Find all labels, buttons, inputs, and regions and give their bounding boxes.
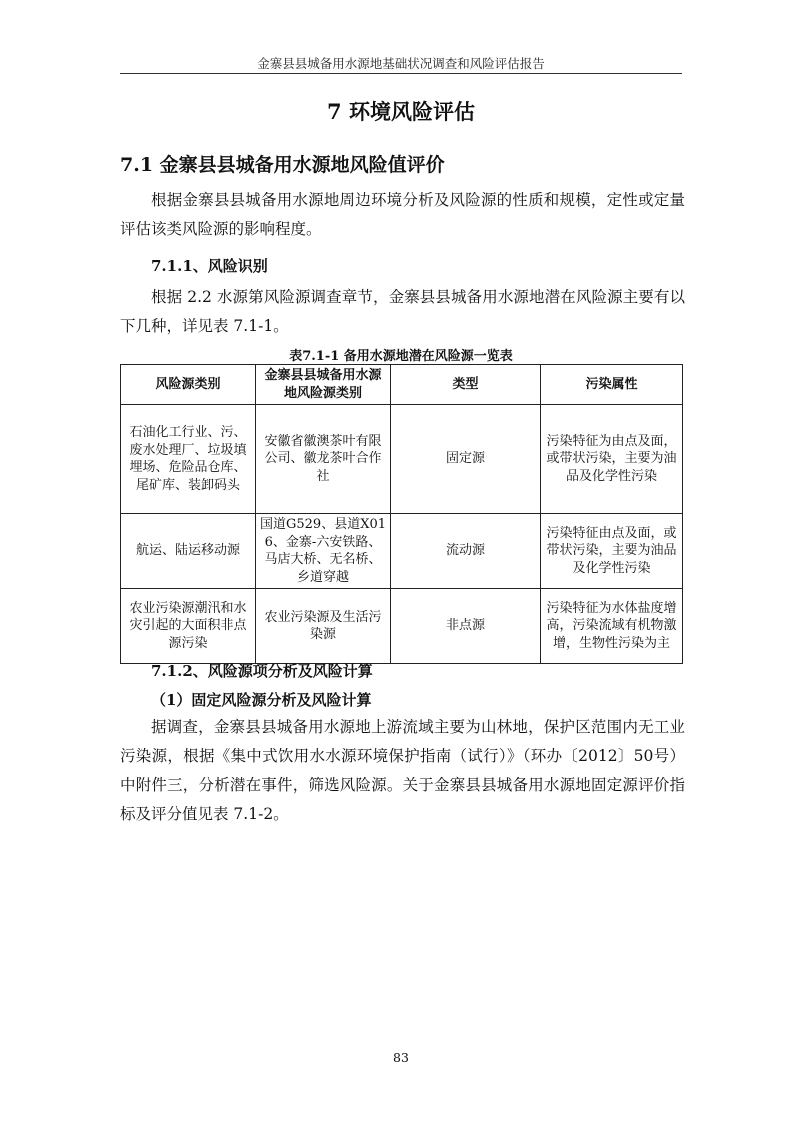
header-cell: 类型 (391, 365, 541, 405)
table-cell: 非点源 (391, 589, 541, 664)
header-cell: 金寨县县城备用水源地风险源类别 (256, 365, 391, 405)
subsection-title-fixed-source: （1）固定风险源分析及风险计算 (151, 691, 372, 709)
table-cell: 固定源 (391, 405, 541, 514)
table-row (121, 514, 683, 589)
table-cell: 污染特征由点及面，或带状污染，主要为油品及化学性污染 (541, 514, 683, 589)
chapter-title: 7 环境风险评估 (327, 99, 475, 124)
table-caption: 表7.1-1 备用水源地潜在风险源一览表 (289, 349, 513, 364)
intro-paragraph: 根据金寨县县城备用水源地周边环境分析及风险源的性质和规模，定性或定量评估该类风险源的影响程度。 (120, 191, 685, 238)
subsection-title-risk-identification: 7.1.1、风险识别 (151, 257, 268, 275)
table-cell: 流动源 (391, 514, 541, 589)
table-cell: 航运、陆运移动源 (121, 514, 256, 589)
fixed-source-paragraph: 据调查，金寨县县城备用水源地上游流域主要为山林地，保护区范围内无工业污染源，根据《集中式饮用水水源环境保护指南（试行）》（环办〔2012〕50号）中附件三，分析潜在事件，筛选风险源。关于金寨县县城备用水源地固定源评价指标及评分值见表 7.1-2。 (120, 718, 685, 823)
identification-paragraph: 根据 2.2 水源第风险源调查章节，金寨县县城备用水源地潜在风险源主要有以下几种，详见表 7.1-1。 (120, 288, 685, 335)
header-cell: 污染属性 (541, 365, 683, 405)
table-cell: 安徽省徽澳茶叶有限公司、徽龙茶叶合作社 (256, 405, 391, 514)
risk-source-table (120, 364, 683, 664)
table-cell: 农业污染源及生活污染源 (256, 589, 391, 664)
table-cell: 污染特征为水体盐度增高，污染流域有机物激增，生物性污染为主 (541, 589, 683, 664)
table-cell: 污染特征为由点及面，或带状污染，主要为油品及化学性污染 (541, 405, 683, 514)
subsection-title-risk-analysis: 7.1.2、风险源项分析及风险计算 (151, 662, 373, 680)
table-cell: 国道G529、县道X016、金寨-六安铁路、马店大桥、无名桥、乡道穿越 (256, 514, 391, 589)
section-title: 7.1 金寨县县城备用水源地风险值评价 (120, 154, 445, 176)
running-header: 金寨县县城备用水源地基础状况调查和风险评估报告 (257, 56, 545, 71)
table-cell: 石油化工行业、污、废水处理厂、垃圾填埋场、危险品仓库、尾矿库、装卸码头 (121, 405, 256, 514)
header-rule (120, 73, 682, 74)
table-cell: 农业污染源潮汛和水灾引起的大面积非点源污染 (121, 589, 256, 664)
header-cell: 风险源类别 (121, 365, 256, 405)
table-row (121, 405, 683, 514)
page-number: 83 (393, 1050, 409, 1065)
table-header-row (121, 365, 683, 405)
table-row (121, 589, 683, 664)
